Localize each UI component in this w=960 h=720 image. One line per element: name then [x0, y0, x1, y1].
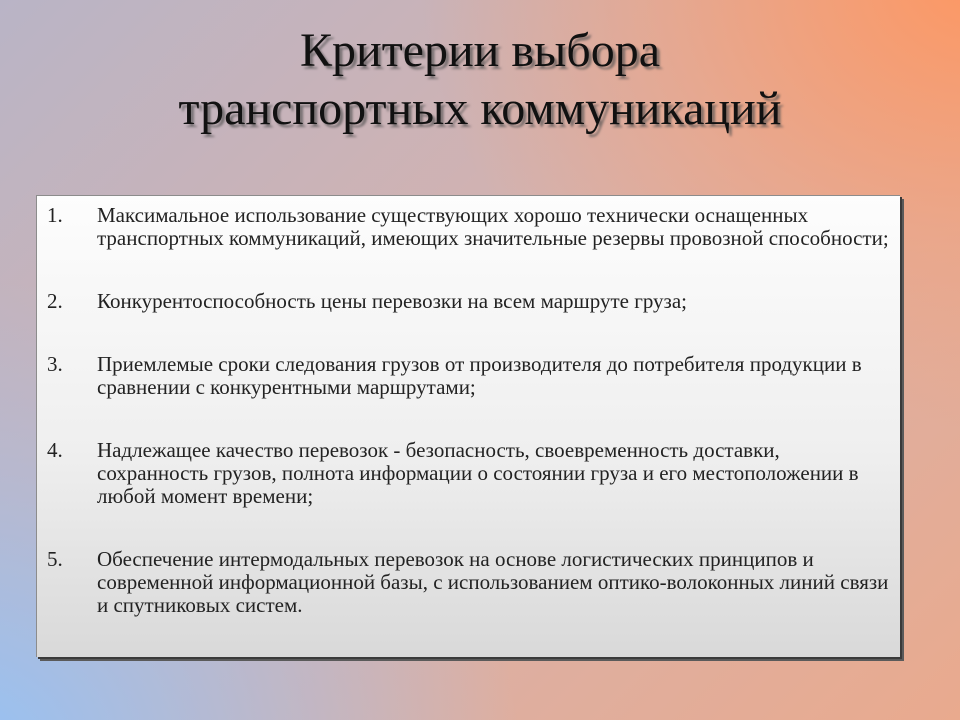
criteria-item-3	[47, 353, 890, 399]
slide-title	[0, 22, 960, 138]
criteria-item-text: Конкурентоспособность цены перевозки на всем маршруте груза;	[97, 289, 687, 313]
slide-title-line-1: Критерии выбора	[300, 24, 660, 77]
criteria-item-2	[47, 290, 890, 313]
slide-title-line-2: транспортных коммуникаций	[178, 82, 782, 135]
criteria-item-text: Надлежащее качество перевозок - безопасность, своевременность доставки, сохранность грузов, полнота информации о состоянии груза и его местоположении в любой момент времени;	[97, 438, 859, 508]
criteria-item-number: 4.	[47, 438, 63, 462]
criteria-item-4	[47, 439, 890, 508]
criteria-item-number: 5.	[47, 547, 63, 571]
criteria-item-1	[47, 204, 890, 250]
criteria-item-text: Обеспечение интермодальных перевозок на основе логистических принципов и современной информационной базы, с использованием оптико-волоконных линий связи и спутниковых систем.	[97, 547, 889, 617]
criteria-list	[47, 204, 890, 617]
criteria-item-text: Максимальное использование существующих хорошо технически оснащенных транспортных коммуникаций, имеющих значительные резервы провозной способности;	[97, 203, 889, 250]
criteria-item-text: Приемлемые сроки следования грузов от производителя до потребителя продукции в сравнении с конкурентными маршрутами;	[97, 352, 862, 399]
criteria-item-number: 2.	[47, 289, 63, 313]
criteria-item-number: 3.	[47, 352, 63, 376]
criteria-box	[36, 195, 900, 657]
criteria-item-number: 1.	[47, 203, 63, 227]
criteria-item-5	[47, 548, 890, 617]
